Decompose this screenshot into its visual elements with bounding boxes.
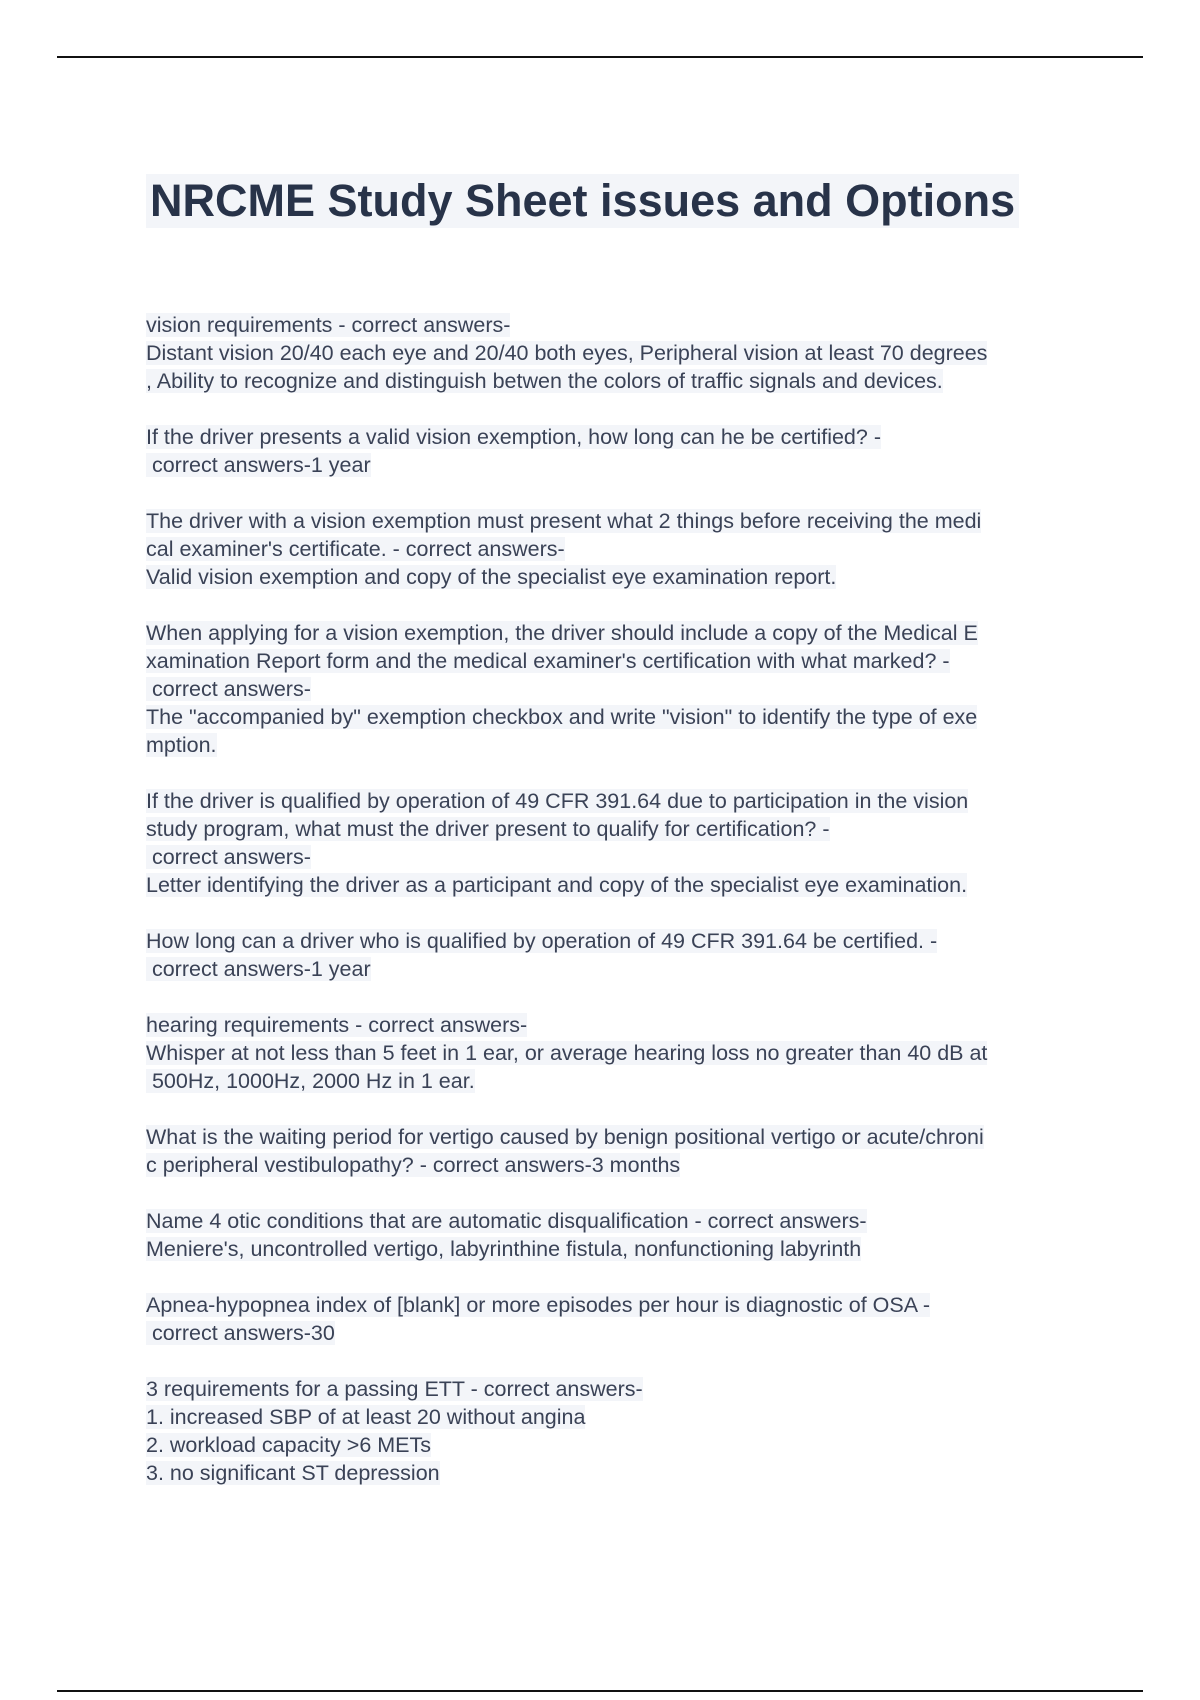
text-line-content: 1. increased SBP of at least 20 without angina	[146, 1405, 586, 1429]
text-line	[146, 619, 1096, 647]
text-line	[146, 1067, 1096, 1095]
text-line	[146, 339, 1096, 367]
text-line	[146, 675, 1096, 703]
text-line-content: When applying for a vision exemption, the driver should include a copy of the Medical E	[146, 621, 978, 645]
text-line	[146, 955, 1096, 983]
text-line	[146, 871, 1096, 899]
qa-entry	[146, 1375, 1096, 1487]
text-line-content: mption.	[146, 733, 217, 757]
text-line	[146, 311, 1096, 339]
text-line-content: Whisper at not less than 5 feet in 1 ear, or average hearing loss no greater than 40 dB at	[146, 1041, 988, 1065]
text-line-content: If the driver presents a valid vision exemption, how long can he be certified? -	[146, 425, 881, 449]
text-line-content: correct answers-1 year	[146, 453, 371, 477]
qa-entry	[146, 619, 1096, 759]
qa-entry	[146, 787, 1096, 899]
text-line-content: 500Hz, 1000Hz, 2000 Hz in 1 ear.	[146, 1069, 475, 1093]
bottom-rule	[57, 1690, 1143, 1692]
text-line	[146, 1123, 1096, 1151]
text-line	[146, 815, 1096, 843]
text-line	[146, 731, 1096, 759]
text-line	[146, 1207, 1096, 1235]
text-line-content: c peripheral vestibulopathy? - correct answers-3 months	[146, 1153, 681, 1177]
text-line	[146, 507, 1096, 535]
text-line	[146, 423, 1096, 451]
qa-entry	[146, 1207, 1096, 1263]
qa-entry	[146, 507, 1096, 591]
text-line-content: vision requirements - correct answers-	[146, 313, 511, 337]
qa-entry	[146, 1291, 1096, 1347]
text-line	[146, 451, 1096, 479]
qa-entry	[146, 1123, 1096, 1179]
text-line-content: , Ability to recognize and distinguish betwen the colors of traffic signals and devices.	[146, 369, 943, 393]
text-line-content: The driver with a vision exemption must present what 2 things before receiving the medi	[146, 509, 982, 533]
text-line	[146, 1151, 1096, 1179]
text-line	[146, 1459, 1096, 1487]
text-line	[146, 1319, 1096, 1347]
text-line-content: correct answers-30	[146, 1321, 335, 1345]
text-line-content: Letter identifying the driver as a participant and copy of the specialist eye examination.	[146, 873, 968, 897]
text-line-content: correct answers-1 year	[146, 957, 371, 981]
text-line-content: cal examiner's certificate. - correct answers-	[146, 537, 565, 561]
qa-entry	[146, 927, 1096, 983]
text-line-content: 3 requirements for a passing ETT - correct answers-	[146, 1377, 643, 1401]
text-line-content: 2. workload capacity >6 METs	[146, 1433, 432, 1457]
text-line	[146, 1011, 1096, 1039]
text-line	[146, 563, 1096, 591]
text-line-content: Meniere's, uncontrolled vertigo, labyrinthine fistula, nonfunctioning labyrinth	[146, 1237, 862, 1261]
qa-entry	[146, 423, 1096, 479]
text-line-content: study program, what must the driver present to qualify for certification? -	[146, 817, 830, 841]
text-line	[146, 535, 1096, 563]
text-line-content: Valid vision exemption and copy of the specialist eye examination report.	[146, 565, 837, 589]
text-line	[146, 787, 1096, 815]
text-line-content: Distant vision 20/40 each eye and 20/40 both eyes, Peripheral vision at least 70 degrees	[146, 341, 988, 365]
text-line	[146, 1291, 1096, 1319]
text-line-content: correct answers-	[146, 845, 311, 869]
text-line	[146, 367, 1096, 395]
text-line	[146, 703, 1096, 731]
text-line-content: hearing requirements - correct answers-	[146, 1013, 528, 1037]
qa-entry	[146, 1011, 1096, 1095]
text-line-content: Name 4 otic conditions that are automatic disqualification - correct answers-	[146, 1209, 867, 1233]
text-line-content: 3. no significant ST depression	[146, 1461, 440, 1485]
text-line-content: xamination Report form and the medical examiner's certification with what marked? -	[146, 649, 950, 673]
text-line-content: The "accompanied by" exemption checkbox and write "vision" to identify the type of exe	[146, 705, 978, 729]
text-line	[146, 1375, 1096, 1403]
text-line-content: How long can a driver who is qualified by operation of 49 CFR 391.64 be certified. -	[146, 929, 938, 953]
text-line	[146, 1235, 1096, 1263]
text-line	[146, 1039, 1096, 1067]
document-body	[146, 311, 1096, 1515]
top-rule	[57, 56, 1143, 58]
text-line-content: Apnea-hypopnea index of [blank] or more episodes per hour is diagnostic of OSA -	[146, 1293, 931, 1317]
text-line-content: If the driver is qualified by operation of 49 CFR 391.64 due to participation in the vision	[146, 789, 969, 813]
text-line	[146, 927, 1096, 955]
qa-entry	[146, 311, 1096, 395]
page-title: NRCME Study Sheet issues and Options	[146, 174, 1019, 228]
text-line	[146, 1403, 1096, 1431]
text-line	[146, 1431, 1096, 1459]
text-line	[146, 843, 1096, 871]
text-line-content: correct answers-	[146, 677, 311, 701]
text-line	[146, 647, 1096, 675]
text-line-content: What is the waiting period for vertigo caused by benign positional vertigo or acute/chroni	[146, 1125, 984, 1149]
